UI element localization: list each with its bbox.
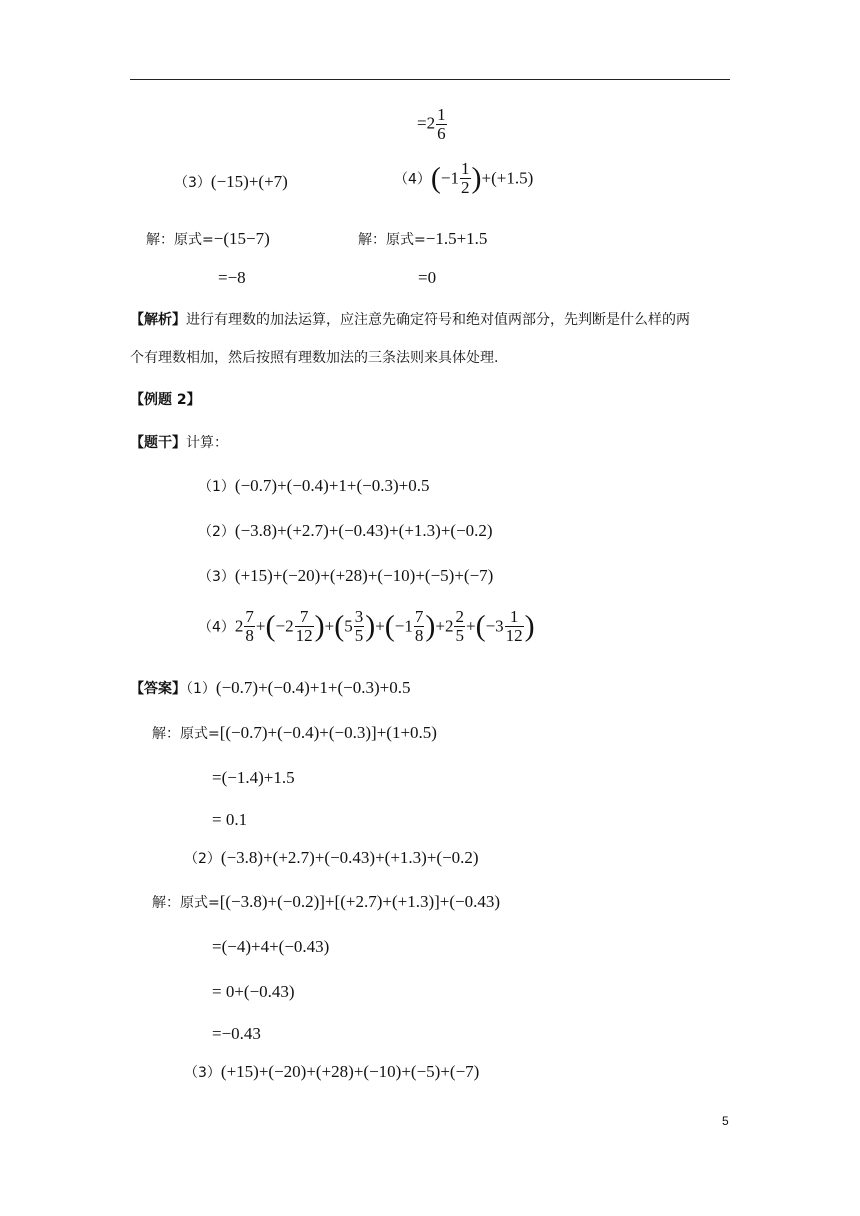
ex1-solution-3 (146, 229, 270, 249)
ex1-p4-label: （4） (394, 171, 431, 188)
answer-2-solution (152, 892, 500, 912)
example-2-q4: （4）2 $\frac{7}{8}$ +(−2 $\frac{7}{12}$ )+(5 $\frac{3}{5}$ )+(−1 $\frac{7}{8}$ )+2 $\frac{2}{5}$ +(−3 $\frac{1}{12}$ ) (198, 607, 535, 645)
a1-sol-expr: [(−0.7)+(−0.4)+(−0.3)]+(1+0.5) (219, 723, 437, 742)
ex1-p4-pre: −1 (440, 168, 460, 188)
q4-term-5-whole: 2 (444, 616, 454, 636)
stem-label: 【题干】 (130, 435, 186, 451)
a3-label: （3） (184, 1065, 221, 1081)
q2-expr: (−3.8)+(+2.7)+(−0.43)+(+1.3)+(−0.2) (234, 521, 493, 540)
q2-label: （2） (198, 524, 235, 540)
page-number: 5 (722, 1114, 729, 1128)
ex1-sol4-expr: −1.5+1.5 (425, 229, 488, 248)
q4-term-1-whole: 2 (234, 616, 244, 636)
a1-step-2: =(−1.4)+1.5 (212, 768, 295, 787)
a2-sol-prefix: 解：原式= (152, 895, 220, 911)
example-2-q2 (198, 521, 493, 541)
q4-term-5-fraction: $\frac{2}{5}$ (455, 607, 464, 645)
answer-label: 【答案】 (130, 681, 186, 697)
a2-sol-expr: [(−3.8)+(−0.2)]+[(+2.7)+(+1.3)]+(−0.43) (219, 892, 501, 911)
a1-label: （1） (186, 681, 216, 697)
q1-expr: (−0.7)+(−0.4)+1+(−0.3)+0.5 (234, 476, 430, 495)
ex1-p4-post: +(+1.5) (481, 168, 534, 188)
ex1-result-4: =0 (418, 268, 437, 287)
q4-term-6-fraction: $\frac{1}{12}$ (505, 607, 523, 645)
q4-term-3-whole: 5 (344, 616, 353, 636)
answer-2-line (184, 848, 479, 868)
header-rule (130, 79, 730, 80)
q4-term-2-whole: −2 (275, 616, 294, 636)
example-2-q1 (198, 476, 430, 496)
prev-result-prefix: =2 (417, 113, 436, 133)
ex1-sol3-expr: −(15−7) (213, 229, 270, 248)
ex1-solution-4 (358, 229, 487, 249)
ex1-p4-fraction: $\frac{1}{2}$ (461, 159, 470, 197)
example-2-q3 (198, 566, 493, 586)
ex1-p3-label: （3） (174, 175, 211, 191)
q1-label: （1） (198, 479, 235, 495)
analysis-line-2 (130, 348, 498, 368)
stem-text: 计算： (186, 435, 228, 451)
answer-1-line (130, 678, 411, 698)
a1-step-3: = 0.1 (212, 810, 248, 829)
answer-3-line (184, 1062, 479, 1082)
ex1-sol4-prefix: 解：原式= (358, 232, 426, 248)
q4-term-4-fraction: $\frac{7}{8}$ (414, 607, 424, 645)
a2-step-4: =−0.43 (212, 1024, 261, 1043)
ex1-sol3-prefix: 解：原式= (146, 232, 214, 248)
analysis-text-2: 个有理数相加，然后按照有理数加法的三条法则来具体处理. (130, 350, 499, 366)
analysis-label: 【解析】 (130, 312, 186, 328)
a2-step-2: =(−4)+4+(−0.43) (212, 937, 330, 956)
ex1-result-3: =−8 (218, 268, 246, 287)
prev-result (417, 106, 448, 143)
ex1-problem-3 (174, 172, 288, 192)
example-2-heading: 【例题 2】 (130, 392, 201, 408)
analysis-text-1: 进行有理数的加法运算，应注意先确定符号和绝对值两部分，先判断是什么样的两 (186, 312, 690, 328)
q3-expr: (+15)+(−20)+(+28)+(−10)+(−5)+(−7) (234, 566, 494, 585)
a2-label: （2） (184, 851, 221, 867)
q4-term-6-whole: −3 (485, 616, 504, 636)
q4-term-3-fraction: $\frac{3}{5}$ (354, 607, 364, 645)
q4-term-2-fraction: $\frac{7}{12}$ (295, 607, 313, 645)
a1-expr: (−0.7)+(−0.4)+1+(−0.3)+0.5 (215, 678, 411, 697)
a3-expr: (+15)+(−20)+(+28)+(−10)+(−5)+(−7) (220, 1062, 480, 1081)
a2-expr: (−3.8)+(+2.7)+(−0.43)+(+1.3)+(−0.2) (220, 848, 479, 867)
q4-label: （4） (198, 619, 235, 636)
analysis-line-1 (130, 310, 690, 330)
prev-result-fraction: $\frac{1}{6}$ (437, 105, 446, 143)
ex1-p3-expr: (−15)+(+7) (210, 172, 288, 191)
a2-step-3: = 0+(−0.43) (212, 982, 295, 1001)
ex1-problem-4: （4）(−1 $\frac{1}{2}$ )+(+1.5) (394, 159, 534, 197)
q4-term-4-whole: −1 (394, 616, 413, 636)
q3-label: （3） (198, 569, 235, 585)
q4-term-1-fraction: $\frac{7}{8}$ (245, 607, 254, 645)
a1-sol-prefix: 解：原式= (152, 726, 220, 742)
answer-1-solution (152, 723, 437, 743)
example-2-stem (130, 433, 228, 453)
